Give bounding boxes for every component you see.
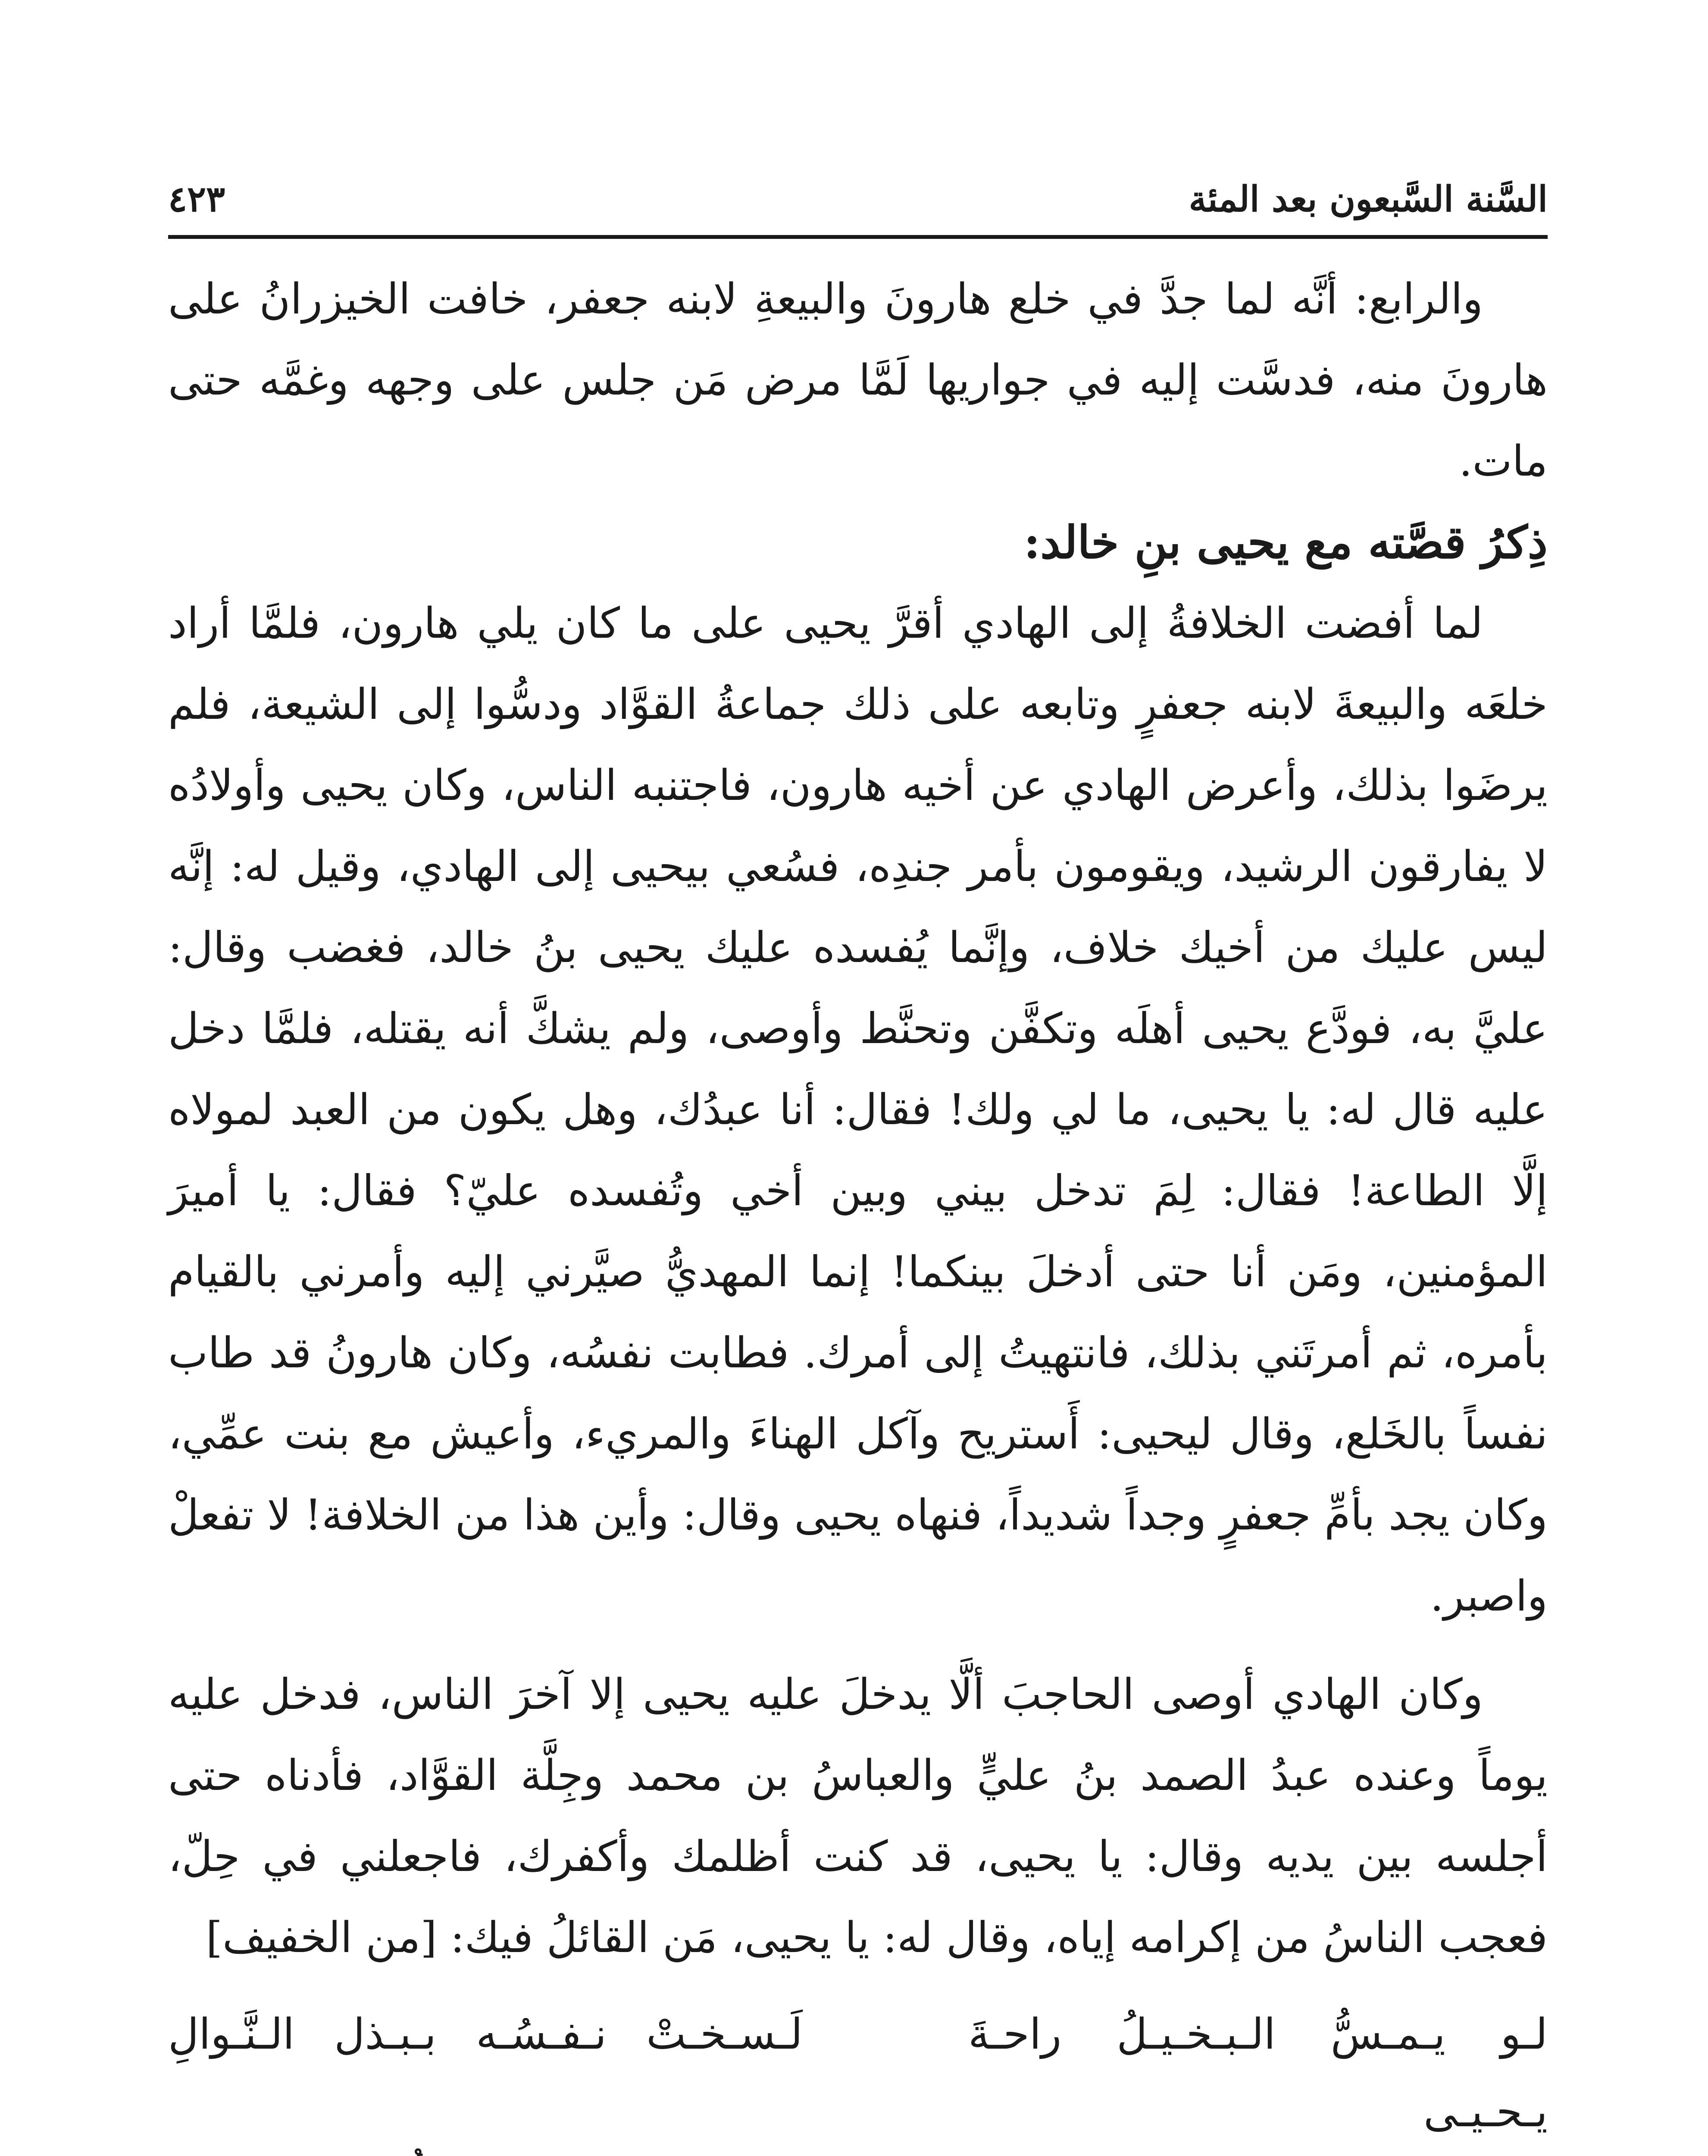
section-heading: ذِكرُ قصَّته مع يحيى بنِ خالد:	[1023, 516, 1548, 569]
verse	[168, 2151, 1548, 2156]
verse-first-hemistich: لـو يـمـسُّ الـبـخـيـلُ راحـةَ يـحـيـى	[968, 2010, 1548, 2137]
poem	[168, 1996, 1548, 2156]
paragraph: لما أفضت الخلافةُ إلى الهادي أقرَّ يحيى على ما كان يلي هارون، فلمَّا أراد خلعَه والبيعةَ لابنه جعفرٍ وتابعه على ذلك جماعةُ القوَّاد ودسُّوا إلى الشيعة، فلم يرضَوا بذلك، وأعرض الهادي عن أخيه هارون، فاجتنبه الناس، وكان يحيى وأولادُه لا يفارقون الرشيد، ويقومون بأمر جندِه، فسُعي بيحيى إلى الهادي، وقيل له: إنَّه ليس عليك من أخيك خلاف، وإنَّما يُفسده عليك يحيى بنُ خالد، فغضب وقال: عليَّ به، فودَّع يحيى أهلَه وتكفَّن وتحنَّط وأوصى، ولم يشكَّ أنه يقتله، فلمَّا دخل عليه قال له: يا يحيى، ما لي ولك! فقال: أنا عبدُك، وهل يكون من العبد لمولاه إلَّا الطاعة! فقال: لِمَ تدخل بيني وبين أخي وتُفسده عليّ؟ فقال: يا أميرَ المؤمنين، ومَن أنا حتى أدخلَ بينكما! إنما المهديُّ صيَّرني إليه وأمرني بالقيام بأمره، ثم أمرتَني بذلك، فانتهيتُ إلى أمرك. فطابت نفسُه، وكان هارونُ قد طاب نفساً بالخَلع، وقال ليحيى: أَستريح وآكل الهناءَ والمريء، وأعيش مع بنت عمِّي، وكان يجد بأمِّ جعفرٍ وجداً شديداً، فنهاه يحيى وقال: وأين هذا من الخلافة! لا تفعلْ واصبر.	[168, 599, 1548, 1621]
header-divider	[168, 235, 1548, 239]
page-body	[168, 259, 1548, 2156]
page-header	[168, 142, 1548, 220]
verse-second-hemistich	[168, 2151, 803, 2156]
book-page	[168, 142, 1548, 2156]
verse	[168, 1996, 1548, 2151]
running-title: السَّنة السَّبعون بعد المئة	[1189, 179, 1548, 220]
verse-second-hemistich: لَـسـخـتْ نـفـسُـه بـبـذل الـنَّـوالِ	[168, 2010, 803, 2059]
page-number: ٤٢٣	[168, 179, 225, 220]
verse-first-hemistich	[968, 2151, 1548, 2156]
paragraph: وكان الهادي أوصى الحاجبَ ألَّا يدخلَ عليه يحيى إلا آخرَ الناس، فدخل عليه يوماً وعنده عبدُ الصمد بنُ عليٍّ والعباسُ بن محمد وجِلَّة القوَّاد، فأدناه حتى أجلسه بين يديه وقال: يا يحيى، قد كنت أظلمك وأكفرك، فاجعلني في حِلّ، فعجب الناسُ من إكرامه إياه، وقال له: يا يحيى، مَن القائلُ فيك: [من الخفيف]	[168, 1670, 1548, 1962]
paragraph: والرابع: أنَّه لما جدَّ في خلع هارونَ والبيعةِ لابنه جعفر، خافت الخيزرانُ على هارونَ منه، فدسَّت إليه في جواريها لَمَّا مرض مَن جلس على وجهه وغمَّه حتى مات.	[168, 275, 1548, 486]
